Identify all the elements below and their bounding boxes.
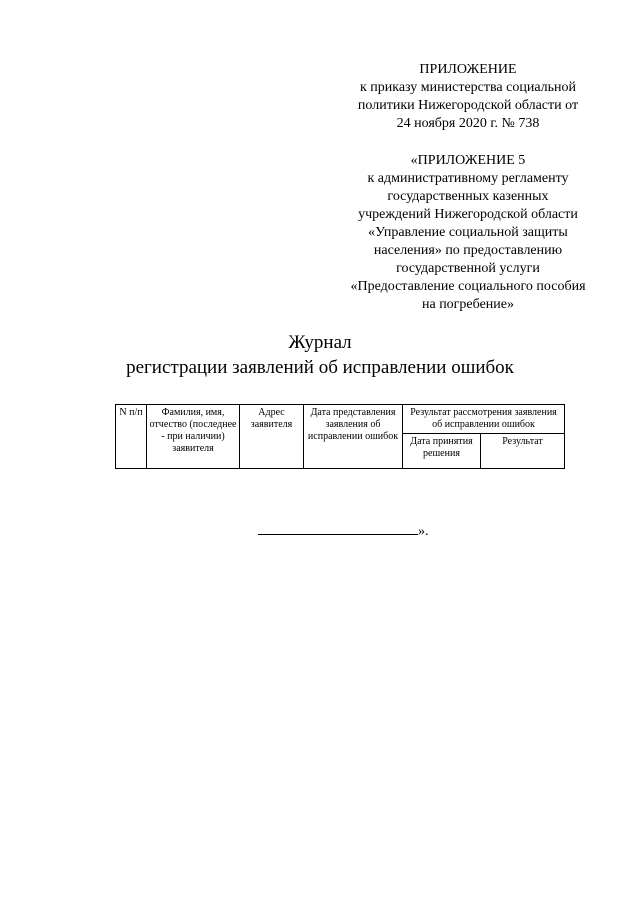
- appendix5-line: «Предоставление социального пособия: [350, 279, 586, 294]
- journal-table: [115, 404, 565, 469]
- header-number: [116, 405, 147, 469]
- closing-quote: ».: [418, 524, 429, 539]
- header-name-text: Фамилия, имя, отчество (последнее - при наличии) заявителя: [149, 407, 237, 454]
- appendix-line: ПРИЛОЖЕНИЕ: [419, 62, 517, 77]
- appendix-header: [318, 61, 618, 133]
- appendix5-line: учреждений Нижегородской области: [358, 207, 578, 222]
- closing-line: [258, 522, 429, 541]
- header-result-group: [403, 405, 565, 434]
- header-date-submitted-text: Дата представления заявления об исправлении ошибок: [307, 407, 399, 442]
- header-address-text: Адрес заявителя: [250, 407, 293, 430]
- signature-underline: [258, 522, 418, 535]
- header-result-text: Результат: [502, 436, 543, 447]
- appendix5-line: к административному регламенту: [367, 171, 569, 186]
- title-line-1: Журнал: [288, 332, 352, 353]
- appendix5-line: государственных казенных: [387, 189, 549, 204]
- appendix5-header: [318, 152, 618, 314]
- appendix5-line: «ПРИЛОЖЕНИЕ 5: [410, 153, 526, 168]
- header-date-submitted: [304, 405, 403, 469]
- appendix5-line: государственной услуги: [396, 261, 540, 276]
- header-decision-date-text: Дата принятия решения: [410, 436, 473, 459]
- title-line-2: регистрации заявлений об исправлении ошибок: [126, 357, 514, 378]
- header-result: [481, 434, 565, 469]
- appendix5-line: на погребение»: [421, 297, 514, 312]
- header-result-group-text: Результат рассмотрения заявления об исправлении ошибок: [410, 407, 557, 430]
- appendix-line: к приказу министерства социальной: [359, 80, 577, 95]
- header-number-text: N п/п: [119, 407, 143, 418]
- appendix5-line: населения» по предоставлению: [373, 243, 563, 258]
- header-address: [240, 405, 304, 469]
- appendix-line: политики Нижегородской области от: [357, 98, 579, 113]
- appendix5-line: «Управление социальной защиты: [368, 225, 568, 240]
- appendix-line: 24 ноября 2020 г. № 738: [396, 116, 540, 131]
- header-decision-date: [403, 434, 481, 469]
- document-title: [0, 330, 640, 380]
- header-name: [147, 405, 240, 469]
